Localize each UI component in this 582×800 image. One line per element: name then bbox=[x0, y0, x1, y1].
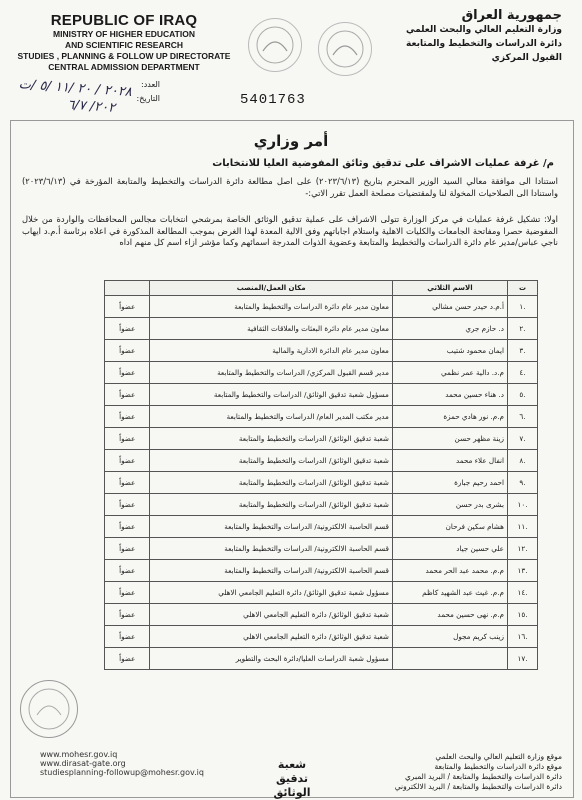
row-name: م.م. محمد عبد الحر محمد bbox=[392, 560, 507, 582]
row-number: .١٥ bbox=[507, 604, 537, 626]
table-row bbox=[105, 582, 538, 604]
row-role: عضواً bbox=[105, 538, 150, 560]
row-position: قسم الحاسبة الالكترونية/ الدراسات والتخطيط والمتابعة bbox=[150, 560, 393, 582]
table-row bbox=[105, 648, 538, 670]
row-position: قسم الحاسبة الالكترونية/ الدراسات والتخطيط والمتابعة bbox=[150, 538, 393, 560]
row-name: علي حسين جياد bbox=[392, 538, 507, 560]
row-position: معاون مدير عام الدائرة الادارية والمالية bbox=[150, 340, 393, 362]
paragraph-intro: استنادا الى موافقة معالي السيد الوزير المحترم بتاريخ (٢٠٢٣/٦/١٣) على اصل مطالعة دائرة الدراسات والتخطيط والمتابعة المؤرخة في (٢٠٢٣/٦/١٣) واستنادا الى الصلاحيات المخولة لنا ولمقتضيات مصلحة العمل تقرر الاتي:- bbox=[22, 176, 558, 198]
row-role: عضواً bbox=[105, 648, 150, 670]
row-name: احمد رحيم جبارة bbox=[392, 472, 507, 494]
table-row bbox=[105, 340, 538, 362]
row-role: عضواً bbox=[105, 626, 150, 648]
footer-addr-line: موقع وزارة التعليم العالي والبحث العلمي bbox=[435, 752, 562, 761]
row-role: عضواً bbox=[105, 516, 150, 538]
letterhead-en-line: CENTRAL ADMISSION DEPARTMENT bbox=[48, 62, 200, 72]
letterhead-en-line: REPUBLIC OF IRAQ bbox=[50, 12, 198, 29]
row-number: .١٢ bbox=[507, 538, 537, 560]
row-role: عضواً bbox=[105, 604, 150, 626]
row-role: عضواً bbox=[105, 296, 150, 318]
header-no: ت bbox=[507, 281, 537, 296]
row-number: .٦ bbox=[507, 406, 537, 428]
table-row bbox=[105, 516, 538, 538]
row-role: عضواً bbox=[105, 362, 150, 384]
row-role: عضواً bbox=[105, 428, 150, 450]
row-position: مدير قسم القبول المركزي/ الدراسات والتخطيط والمتابعة bbox=[150, 362, 393, 384]
row-number: .١٦ bbox=[507, 626, 537, 648]
row-number: .١ bbox=[507, 296, 537, 318]
row-number: .١١ bbox=[507, 516, 537, 538]
header-position: مكان العمل/المنصب bbox=[150, 281, 393, 296]
row-position: شعبة تدقيق الوثائق/ الدراسات والتخطيط والمتابعة bbox=[150, 428, 393, 450]
header-name: الاسم الثلاثي bbox=[392, 281, 507, 296]
row-name: م.م. نور هادي حمزة bbox=[392, 406, 507, 428]
letterhead-en-line: STUDIES , PLANNING & FOLLOW UP DIRECTORATE bbox=[17, 51, 231, 61]
row-name: م.د. دالية عمر نظمي bbox=[392, 362, 507, 384]
members-table bbox=[104, 280, 538, 670]
row-position: معاون مدير عام دائرة البعثات والعلاقات الثقافية bbox=[150, 318, 393, 340]
row-role: عضواً bbox=[105, 406, 150, 428]
row-number: .١٧ bbox=[507, 648, 537, 670]
row-number: .١٠ bbox=[507, 494, 537, 516]
row-position: مسؤول شعبة الدراسات العليا/دائرة البحث والتطوير bbox=[150, 648, 393, 670]
row-number: .٧ bbox=[507, 428, 537, 450]
row-number: .١٣ bbox=[507, 560, 537, 582]
letterhead-ar-line: جمهورية العراق bbox=[461, 8, 562, 23]
footer-url: studiesplanning-followup@mohesr.gov.iq bbox=[40, 768, 204, 777]
row-position: شعبة تدقيق الوثائق/ دائرة التعليم الجامعي الاهلي bbox=[150, 604, 393, 626]
handwritten-date: ٢٠٢/ ٦/٧ bbox=[66, 97, 116, 116]
footer-addresses bbox=[382, 752, 562, 792]
handwritten-reference bbox=[17, 76, 132, 118]
row-role: عضواً bbox=[105, 560, 150, 582]
table-row bbox=[105, 450, 538, 472]
letterhead-ar-line: دائرة الدراسات والتخطيط والمتابعة bbox=[406, 39, 562, 49]
row-name: م.م. غيث عبد الشهيد كاظم bbox=[392, 582, 507, 604]
row-name: د. هناء حسين محمد bbox=[392, 384, 507, 406]
row-name: زينة مظهر حسن bbox=[392, 428, 507, 450]
table-body bbox=[105, 296, 538, 670]
table-row bbox=[105, 538, 538, 560]
header-role bbox=[105, 281, 150, 296]
row-position: معاون مدير عام دائرة الدراسات والتخطيط والمتابعة bbox=[150, 296, 393, 318]
footer-addr-line: دائرة الدراسات والتخطيط والمتابعة / البريد الالكتروني bbox=[394, 782, 562, 791]
row-number: .٩ bbox=[507, 472, 537, 494]
number-label: العدد: bbox=[141, 80, 160, 89]
table-row bbox=[105, 626, 538, 648]
row-position: مسؤول شعبة تدقيق الوثائق/ دائرة التعليم الجامعي الاهلي bbox=[150, 582, 393, 604]
row-role: عضواً bbox=[105, 582, 150, 604]
paragraph-first: اولا: تشكيل غرفة عمليات في مركز الوزارة تتولى الاشراف على عملية تدقيق الوثائق الخاصة بمرشحي انتخابات مجالس المحافظات والواردة من خلال المفوضية حصرا ومفاتحة الجامعات والكليات الاهلية واستلام اجاباتهم وفق الالية المعدة لهذا الغرض بموجب المطالعة المذكورة في اعلاه برئاسة أ.م.د ايهاب ناجي عباس/مدير عام دائرة الدراسات والتخطيط والمتابعة وعضوية الذوات المدرجة اسمائهم وكما مؤشر ازاء اسم كل منهم اداه bbox=[22, 214, 558, 247]
row-name: أ.م.د حيدر حسن مشالي bbox=[392, 296, 507, 318]
table-header-row bbox=[105, 281, 538, 296]
table-row bbox=[105, 494, 538, 516]
letterhead-en-line: AND SCIENTIFIC RESEARCH bbox=[64, 40, 184, 50]
table-row bbox=[105, 406, 538, 428]
row-name: بشرى بدر حسن bbox=[392, 494, 507, 516]
row-number: .٢ bbox=[507, 318, 537, 340]
table-row bbox=[105, 296, 538, 318]
row-position: شعبة تدقيق الوثائق/ الدراسات والتخطيط والمتابعة bbox=[150, 450, 393, 472]
table-row bbox=[105, 318, 538, 340]
row-role: عضواً bbox=[105, 318, 150, 340]
footer-dept-line: شعبة bbox=[277, 758, 307, 771]
serial-number: 5401763 bbox=[240, 92, 306, 108]
footer-dept-line: تدقيق bbox=[275, 772, 309, 785]
letterhead-english bbox=[14, 12, 234, 73]
handwritten-number: ٢٠٢٨ / ٢٠ /١١ /٥ /ت bbox=[18, 77, 133, 100]
row-name: هشام سكين فرحان bbox=[392, 516, 507, 538]
footer-url: www.mohesr.gov.iq bbox=[40, 750, 118, 759]
row-position: مدير مكتب المدير العام/ الدراسات والتخطيط والمتابعة bbox=[150, 406, 393, 428]
row-role: عضواً bbox=[105, 494, 150, 516]
row-position: مسؤول شعبة تدقيق الوثائق/ الدراسات والتخطيط والمتابعة bbox=[150, 384, 393, 406]
row-name bbox=[392, 648, 507, 670]
table-row bbox=[105, 362, 538, 384]
row-role: عضواً bbox=[105, 472, 150, 494]
footer-url: www.dirasat-gate.org bbox=[40, 759, 126, 768]
footer-department bbox=[252, 758, 332, 800]
row-number: .٥ bbox=[507, 384, 537, 406]
row-position: شعبة تدقيق الوثائق/ الدراسات والتخطيط والمتابعة bbox=[150, 494, 393, 516]
row-name: م.م. نهى حسين محمد bbox=[392, 604, 507, 626]
date-label: التاريخ: bbox=[136, 94, 160, 103]
footer-addr-line: دائرة الدراسات والتخطيط والمتابعة / البريد المبري bbox=[404, 772, 562, 781]
row-role: عضواً bbox=[105, 384, 150, 406]
row-number: .٨ bbox=[507, 450, 537, 472]
table-row bbox=[105, 560, 538, 582]
table-row bbox=[105, 604, 538, 626]
footer-addr-line: موقع دائرة الدراسات والتخطيط والمتابعة bbox=[434, 762, 562, 771]
footer-links bbox=[40, 750, 204, 777]
row-number: .١٤ bbox=[507, 582, 537, 604]
ministry-emblem-icon bbox=[248, 18, 302, 72]
row-name: د. حازم جري bbox=[392, 318, 507, 340]
row-name: ايمان محمود شتيب bbox=[392, 340, 507, 362]
row-position: شعبة تدقيق الوثائق/ الدراسات والتخطيط والمتابعة bbox=[150, 472, 393, 494]
subject-line: م/ غرفة عمليات الاشراف على تدقيق وثائق المفوضية العليا للانتخابات bbox=[212, 158, 554, 169]
row-name: زينب كريم مجول bbox=[392, 626, 507, 648]
row-position: قسم الحاسبة الالكترونية/ الدراسات والتخطيط والمتابعة bbox=[150, 516, 393, 538]
row-number: .٤ bbox=[507, 362, 537, 384]
official-seal-icon bbox=[20, 680, 78, 738]
table-row bbox=[105, 428, 538, 450]
letterhead-ar-line: القبول المركزي bbox=[491, 53, 562, 63]
letterhead-arabic bbox=[352, 8, 562, 65]
letterhead-en-line: MINISTRY OF HIGHER EDUCATION bbox=[53, 29, 195, 39]
table-row bbox=[105, 472, 538, 494]
row-position: شعبة تدقيق الوثائق/ دائرة التعليم الجامعي الاهلي bbox=[150, 626, 393, 648]
row-role: عضواً bbox=[105, 450, 150, 472]
row-name: انفال علاء محمد bbox=[392, 450, 507, 472]
page-title: أمر وزاري bbox=[253, 132, 329, 150]
row-number: .٣ bbox=[507, 340, 537, 362]
row-role: عضواً bbox=[105, 340, 150, 362]
table-row bbox=[105, 384, 538, 406]
letterhead-ar-line: وزارة التعليم العالي والبحث العلمي bbox=[405, 25, 562, 35]
footer-dept-line: الوثائق bbox=[273, 786, 311, 799]
